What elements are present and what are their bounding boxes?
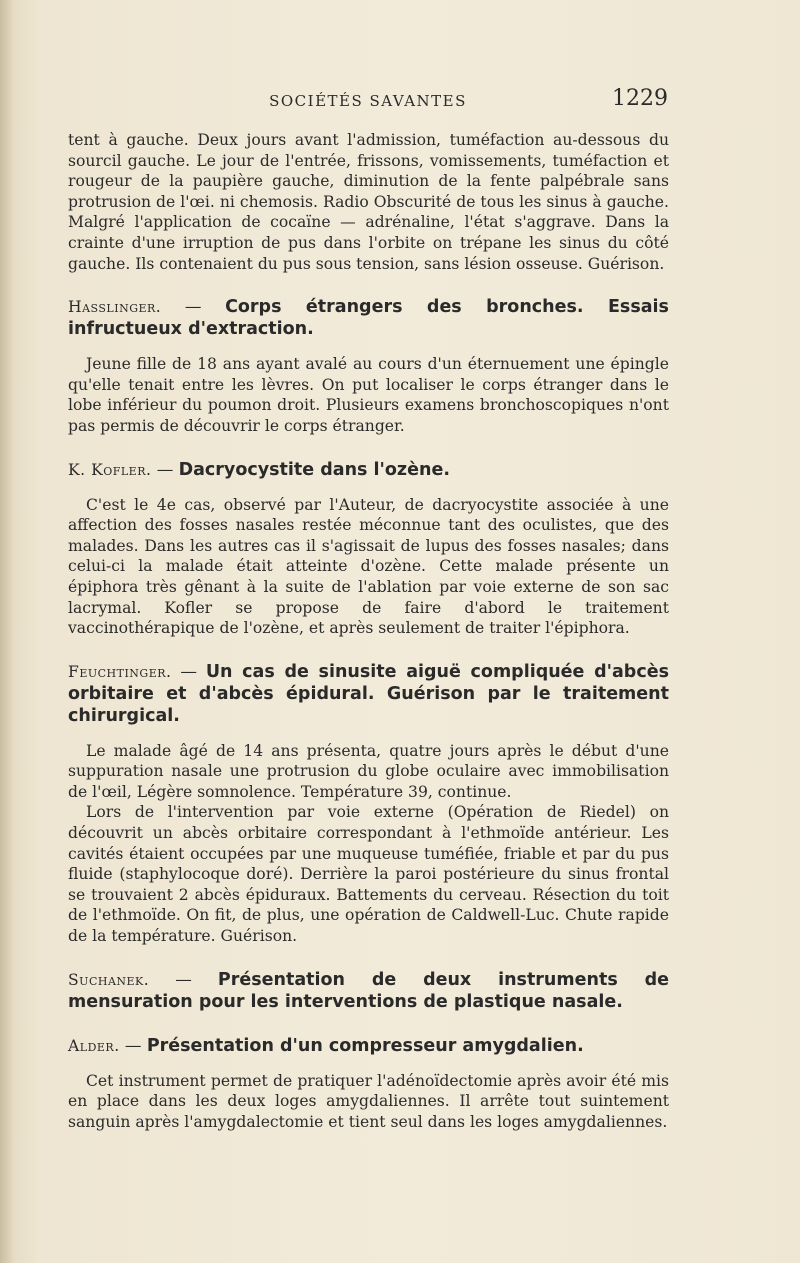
entry-dash: — (149, 969, 218, 989)
entry-paragraph: Le malade âgé de 14 ans présenta, quatre jours après le début d'une suppuration nasale une protrusion du globe oculaire avec immobilisation de l'œil, Légère somnolence. Température 39, continue. (68, 741, 669, 801)
entry-heading (68, 969, 669, 1013)
running-title: SOCIÉTÉS SAVANTES (269, 92, 467, 110)
page-edge (0, 0, 14, 1263)
entry-author: Alder. (68, 1036, 120, 1055)
page-header (68, 86, 668, 116)
entry-paragraph: Lors de l'intervention par voie externe (Opération de Riedel) on découvrit un abcès orbitaire correspondant à l'ethmoïde antérieur. Les cavités étaient occupées par une muqueuse tuméfiée, friable et par du pus fluide (staphylocoque doré). Derrière la paroi postérieure du sinus frontal se trouvaient 2 abcès épiduraux. Battements du cerveau. Résection du toit de l'ethmoïde. On fit, de plus, une opération de Caldwell-Luc. Chute rapide de la température. Guérison. (68, 803, 669, 946)
entry-dash: — (119, 1035, 147, 1055)
entry-title: Corps étrangers des bronches. Essais infructueux d'extraction. (68, 297, 669, 340)
entry-author: Hasslinger. (68, 298, 162, 317)
entry-heading (68, 296, 669, 340)
entry-author: K. Kofler. (68, 460, 152, 479)
entry-heading (68, 661, 669, 727)
entry-title: Dacryocystite dans l'ozène. (178, 459, 450, 480)
entry-dash: — (171, 661, 206, 681)
entry-dash: — (151, 459, 179, 479)
entry-dash: — (161, 297, 226, 317)
entry-title: Présentation d'un compresseur amygdalien. (146, 1035, 584, 1056)
entry-heading (68, 1035, 669, 1057)
page-number: 1229 (612, 86, 668, 111)
entry-paragraph: Jeune fille de 18 ans ayant avalé au cours d'un éternuement une épingle qu'elle tenait entre les lèvres. On put localiser le corps étranger dans le lobe inférieur du poumon droit. Plusieurs examens bronchoscopiques n'ont pas permis de découvrir le corps étranger. (68, 355, 669, 435)
entry-paragraph: Cet instrument permet de pratiquer l'adénoïdectomie après avoir été mis en place dans les deux loges amygdaliennes. Il arrête tout suintement sanguin après l'amygdalectomie et tient seul dans les loges amygdaliennes. (68, 1071, 669, 1131)
entry-title: Présentation de deux instruments de mensuration pour les interventions de plastique nasale. (68, 969, 669, 1012)
page-content (68, 130, 669, 1132)
entry-title: Un cas de sinusite aiguë compliquée d'abcès orbitaire et d'abcès épidural. Guérison par le traitement chirurgical. (68, 661, 669, 726)
entry-paragraph: C'est le 4e cas, observé par l'Auteur, de dacryocystite associée à une affection des fosses nasales restée méconnue tant des oculistes, que des malades. Dans les autres cas il s'agissait de lupus des fosses nasales; dans celui-ci la malade était atteinte d'ozène. Cette malade présente un épiphora très gênant à la suite de l'ablation par voie externe de son sac lacrymal. Kofler se propose de faire d'abord le traitement vaccinothérapique de l'ozène, et après seulement de traiter l'épiphora. (68, 495, 669, 638)
intro-paragraph: tent à gauche. Deux jours avant l'admission, tuméfaction au-dessous du sourcil gauche. Le jour de l'entrée, frissons, vomissements, tuméfaction et rougeur de la paupière gauche, diminution de la fente palpébrale sans protrusion de l'œi. ni chemosis. Radio Obscurité de tous les sinus à gauche. Malgré l'application de cocaïne — adrénaline, l'état s'aggrave. Dans la crainte d'une irruption de pus dans l'orbite on trépane les sinus du côté gauche. Ils contenaient du pus sous tension, sans lésion osseuse. Guérison. (68, 131, 669, 273)
entry-author: Suchanek. (68, 970, 150, 989)
entry-author: Feuchtinger. (68, 662, 172, 681)
entry-heading (68, 459, 669, 481)
